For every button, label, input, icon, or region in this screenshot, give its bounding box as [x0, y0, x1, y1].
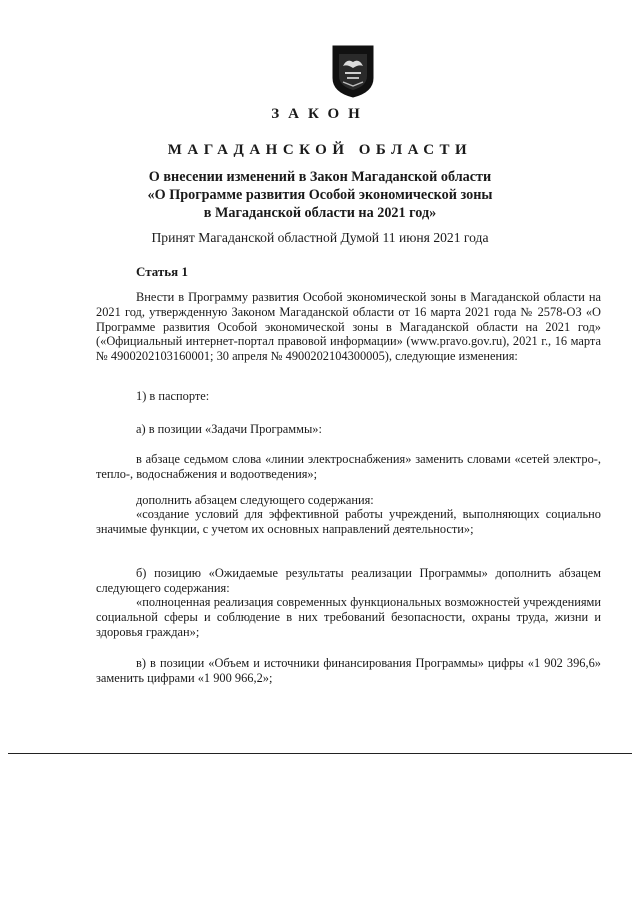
- law-subtitle: [0, 168, 640, 222]
- article-intro: Внести в Программу развития Особой экономической зоны в Магаданской области на 2021 год, утвержденную Законом Магаданской области от 16 марта 2021 года № 2578-ОЗ «О Программе развития Особой экономической зоны в Магаданской области на 2021 год» («Официальный интернет-портал правовой информации» (www.pravo.gov.ru), 2021 г., 16 марта № 4900202103160001; 30 апреля № 4900202104300005), следующие изменения:: [96, 290, 601, 364]
- coat-of-arms-icon: [331, 44, 375, 98]
- item-1: 1) в паспорте:: [136, 389, 210, 403]
- subtitle-line-2: «О Программе развития Особой экономической зоны: [147, 187, 493, 203]
- item-a-quote: «создание условий для эффективной работы учреждений, выполняющих социально значимые функции, с учетом их основных направлений деятельности»;: [96, 507, 601, 536]
- item-b: б) позицию «Ожидаемые результаты реализации Программы» дополнить абзацем следующего содержания:: [96, 566, 601, 595]
- law-heading: ЗАКОН: [271, 106, 369, 122]
- item-a-text: в абзаце седьмом слова «линии электроснабжения» заменить словами «сетей электро-, тепло-, водоснабжения и водоотведения»;: [96, 452, 601, 481]
- item-c: в) в позиции «Объем и источники финансирования Программы» цифры «1 902 396,6» заменить цифрами «1 900 966,2»;: [96, 656, 601, 685]
- subtitle-line-3: в Магаданской области на 2021 год»: [203, 205, 437, 221]
- region-heading: МАГАДАНСКОЙ ОБЛАСТИ: [167, 142, 473, 158]
- item-a-add: дополнить абзацем следующего содержания:: [136, 493, 374, 507]
- subtitle-line-1: О внесении изменений в Закон Магаданской области: [148, 169, 492, 185]
- item-a: а) в позиции «Задачи Программы»:: [136, 422, 322, 436]
- article-title: Статья 1: [136, 264, 188, 279]
- page-divider: [8, 753, 632, 754]
- item-b-quote: «полноценная реализация современных функциональных возможностей учреждениями социальной сферы и соблюдение в них требований безопасности, охраны труда, жизни и здоровья граждан»;: [96, 595, 601, 639]
- adoption-line: Принят Магаданской областной Думой 11 июня 2021 года: [151, 230, 489, 245]
